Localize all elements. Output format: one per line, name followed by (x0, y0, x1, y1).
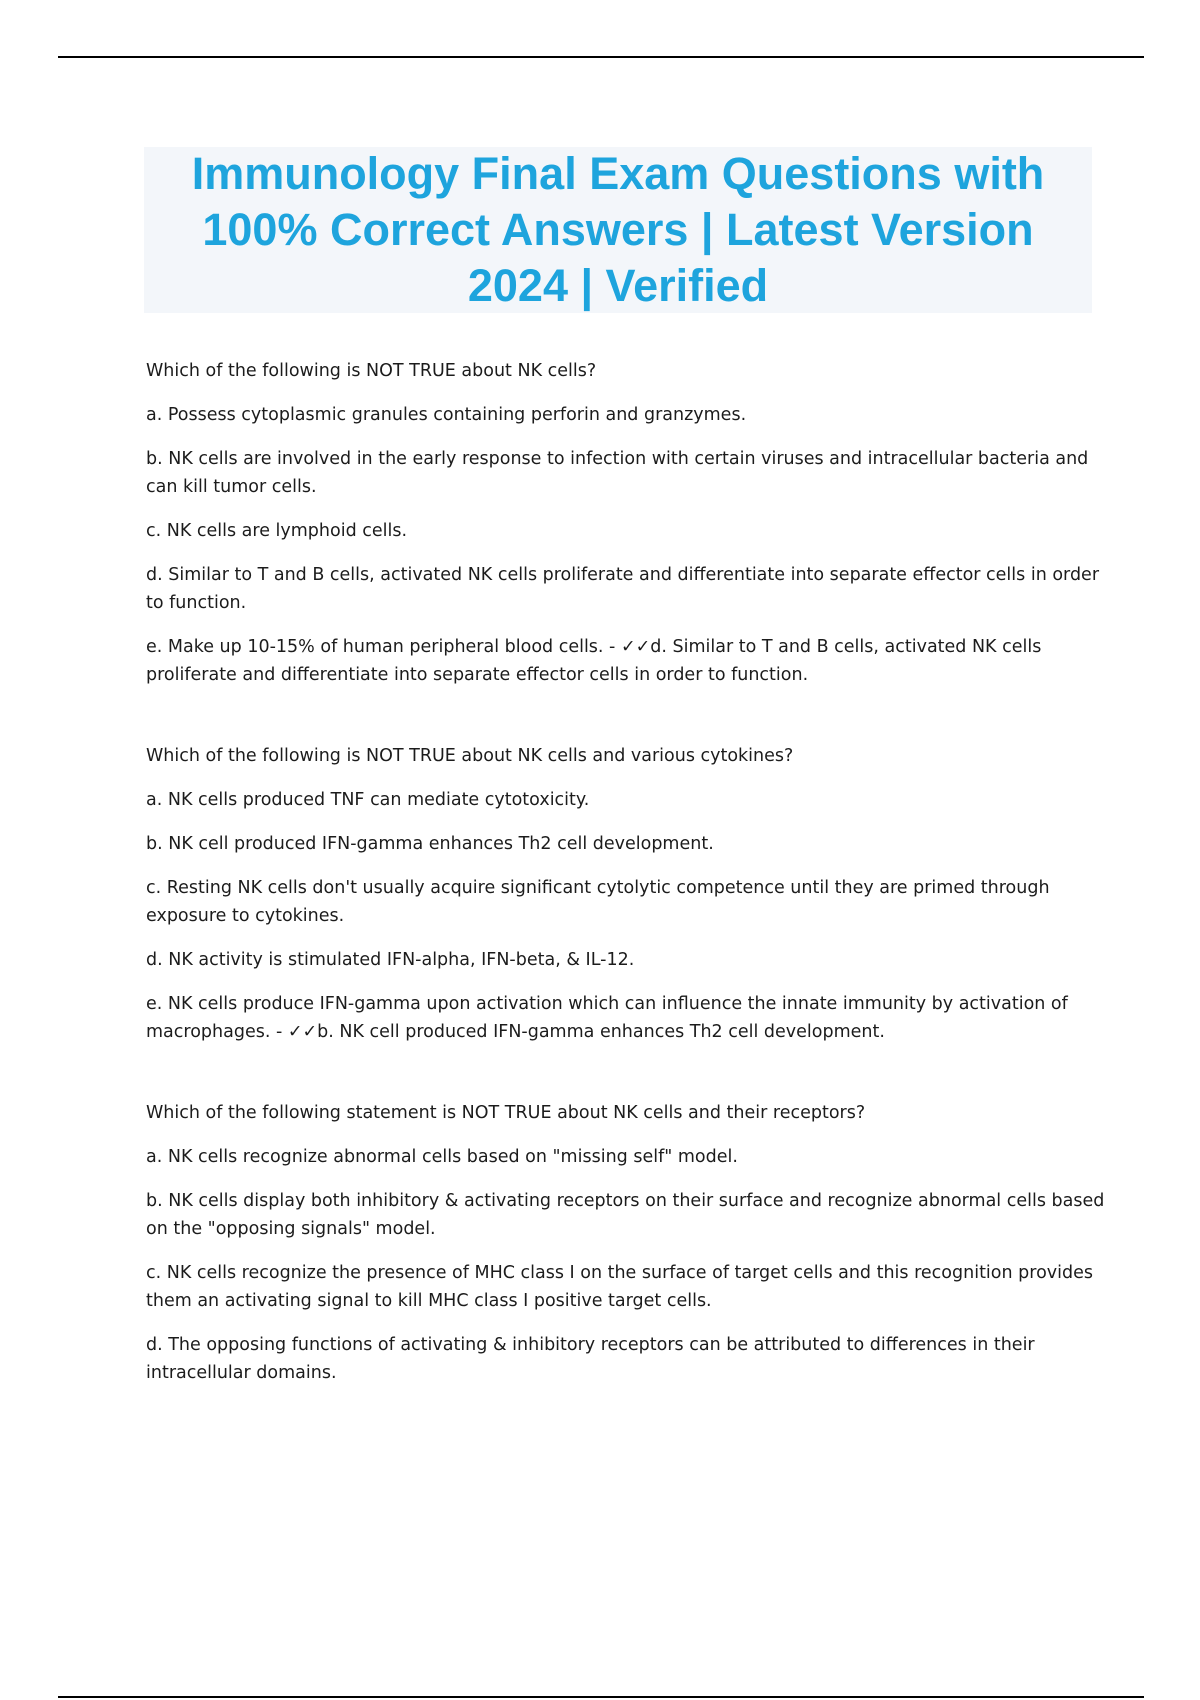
correct-answer: d. Similar to T and B cells, activated NK cells proliferate and differentiate into separate effector cells in order to function. (146, 637, 1042, 685)
question-block-2 (146, 742, 1106, 1046)
option-b: b. NK cell produced IFN-gamma enhances Th2 cell development. (146, 834, 714, 854)
option-a: a. NK cells recognize abnormal cells based on "missing self" model. (146, 1147, 738, 1167)
option-d: d. Similar to T and B cells, activated NK cells proliferate and differentiate into separate effector cells in order to function. (146, 565, 1100, 613)
option-d: d. NK activity is stimulated IFN-alpha, IFN-beta, & IL-12. (146, 950, 635, 970)
question-block-1 (146, 357, 1106, 689)
option-c: c. NK cells are lymphoid cells. (146, 521, 408, 541)
question-text: Which of the following is NOT TRUE about NK cells and various cytokines? (146, 746, 794, 766)
option-e: e. Make up 10-15% of human peripheral blood cells. - (146, 637, 621, 657)
question-text: Which of the following statement is NOT TRUE about NK cells and their receptors? (146, 1103, 866, 1123)
option-b: b. NK cells are involved in the early response to infection with certain viruses and intracellular bacteria and can kill tumor cells. (146, 449, 1089, 497)
option-b: b. NK cells display both inhibitory & activating receptors on their surface and recognize abnormal cells based on the "opposing signals" model. (146, 1191, 1105, 1239)
document-title (144, 147, 1092, 313)
question-block-3 (146, 1099, 1106, 1387)
option-e: e. NK cells produce IFN-gamma upon activation which can influence the innate immunity by activation of macrophages. - (146, 994, 1068, 1042)
correct-answer: b. NK cell produced IFN-gamma enhances Th2 cell development. (317, 1022, 885, 1042)
option-e-with-answer (146, 990, 1106, 1046)
document-body (146, 357, 1106, 1387)
option-d: d. The opposing functions of activating & inhibitory receptors can be attributed to differences in their intracellular domains. (146, 1335, 1035, 1383)
bottom-rule (58, 1696, 1144, 1698)
title-line-1: Immunology Final Exam Questions with (191, 148, 1045, 199)
question-text: Which of the following is NOT TRUE about NK cells? (146, 361, 597, 381)
option-c: c. Resting NK cells don't usually acquire significant cytolytic competence until they are primed through exposure to cytokines. (146, 878, 1050, 926)
title-line-3: 2024 | Verified (467, 260, 769, 311)
option-c: c. NK cells recognize the presence of MHC class I on the surface of target cells and this recognition provides them an activating signal to kill MHC class I positive target cells. (146, 1263, 1093, 1311)
option-a: a. NK cells produced TNF can mediate cytotoxicity. (146, 790, 590, 810)
option-e-with-answer (146, 633, 1106, 689)
top-rule (58, 56, 1144, 58)
option-a: a. Possess cytoplasmic granules containing perforin and granzymes. (146, 405, 747, 425)
checkmark-icon: ✓✓ (287, 1022, 318, 1042)
checkmark-icon: ✓✓ (620, 637, 651, 657)
title-line-2: 100% Correct Answers | Latest Version (202, 204, 1034, 255)
